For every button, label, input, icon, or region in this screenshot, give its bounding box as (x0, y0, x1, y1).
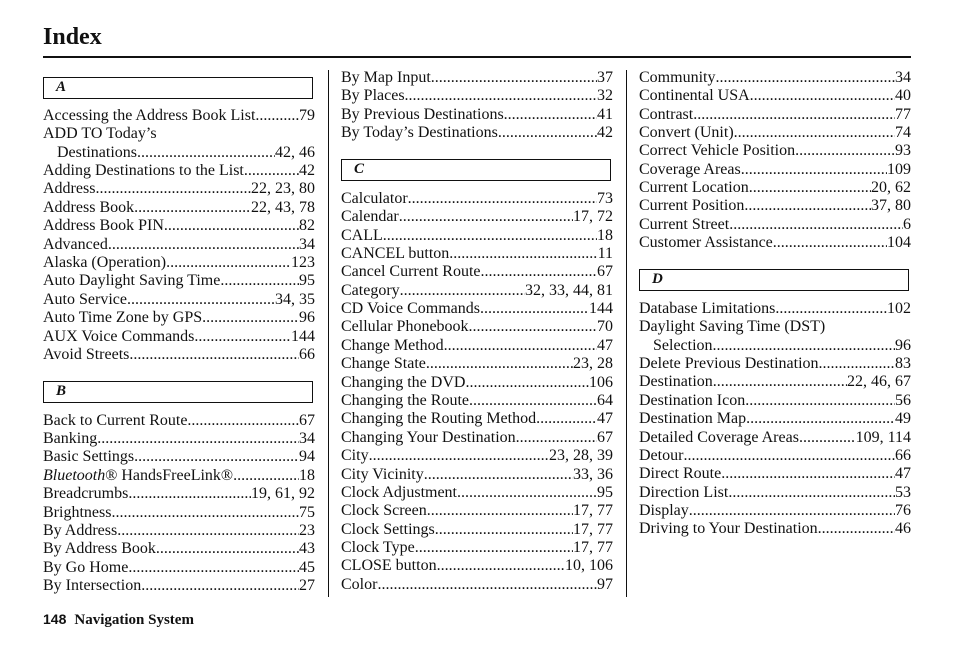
index-entry: Selection ..... 96 (639, 337, 911, 355)
index-entry: Clock Screen ..... 17, 77 (341, 502, 613, 520)
index-entry: Auto Time Zone by GPS ..... 96 (43, 309, 315, 327)
index-entry: Alaska (Operation) ..... 123 (43, 254, 315, 272)
index-entry: Basic Settings ..... 94 (43, 448, 315, 466)
index-entry: Change State ..... 23, 28 (341, 355, 613, 373)
index-entry: By Intersection ..... 27 (43, 577, 315, 595)
index-entry: By Today’s Destinations ..... 42 (341, 124, 613, 142)
column-divider (328, 70, 329, 597)
index-entry: By Previous Destinations ..... 41 (341, 106, 613, 124)
index-entry: Advanced ..... 34 (43, 236, 315, 254)
index-entry: Clock Type ..... 17, 77 (341, 539, 613, 557)
index-entry: Clock Settings ..... 17, 77 (341, 521, 613, 539)
index-entry: Destination ..... 22, 46, 67 (639, 373, 911, 391)
index-entry: CALL ..... 18 (341, 227, 613, 245)
title-rule (43, 56, 911, 58)
index-entry: City ..... 23, 28, 39 (341, 447, 613, 465)
index-entry: Auto Daylight Saving Time ..... 95 (43, 272, 315, 290)
index-entry: By Address Book ..... 43 (43, 540, 315, 558)
column-divider (626, 70, 627, 597)
index-entry: By Map Input ..... 37 (341, 69, 613, 87)
index-entry: Correct Vehicle Position ..... 93 (639, 142, 911, 160)
index-entry: Adding Destinations to the List ..... 42 (43, 162, 315, 180)
index-entry: Banking ..... 34 (43, 430, 315, 448)
index-entry: By Places ..... 32 (341, 87, 613, 105)
index-entry: Back to Current Route ..... 67 (43, 412, 315, 430)
index-entry: Calendar ..... 17, 72 (341, 208, 613, 226)
index-entry: Calculator ..... 73 (341, 190, 613, 208)
index-entry: Community ..... 34 (639, 69, 911, 87)
index-entry: Detailed Coverage Areas ..... 109, 114 (639, 429, 911, 447)
index-entry: Direct Route ..... 47 (639, 465, 911, 483)
index-entry: Cellular Phonebook ..... 70 (341, 318, 613, 336)
index-entry: Customer Assistance ..... 104 (639, 234, 911, 252)
index-entry: By Go Home ..... 45 (43, 559, 315, 577)
index-entry: Accessing the Address Book List ..... 79 (43, 107, 315, 125)
index-entry: Daylight Saving Time (DST) (639, 318, 826, 335)
index-entry: Destination Icon ..... 56 (639, 392, 911, 410)
section-header-d: D (639, 269, 909, 291)
index-entry: Detour ..... 66 (639, 447, 911, 465)
index-entry: Color ..... 97 (341, 576, 613, 594)
index-entry: Contrast ..... 77 (639, 106, 911, 124)
section-header-a: A (43, 77, 313, 99)
index-entry: By Address ..... 23 (43, 522, 315, 540)
index-entry: Delete Previous Destination ..... 83 (639, 355, 911, 373)
page-title: Index (43, 24, 102, 50)
page-footer (43, 611, 194, 629)
index-entry: Changing Your Destination ..... 67 (341, 429, 613, 447)
index-entry: Continental USA ..... 40 (639, 87, 911, 105)
index-entry: Current Position ..... 37, 80 (639, 197, 911, 215)
index-entry: Cancel Current Route ..... 67 (341, 263, 613, 281)
index-entry: Category ..... 32, 33, 44, 81 (341, 282, 613, 300)
page-number: 148 (43, 611, 67, 627)
index-entry: Destination Map ..... 49 (639, 410, 911, 428)
section-header-c: C (341, 159, 611, 181)
index-entry: Convert (Unit) ..... 74 (639, 124, 911, 142)
footer-title: Navigation System (74, 612, 194, 628)
section-header-b: B (43, 381, 313, 403)
index-entry: Change Method ..... 47 (341, 337, 613, 355)
index-entry: Current Street ..... 6 (639, 216, 911, 234)
index-entry: Database Limitations ..... 102 (639, 300, 911, 318)
index-entry: Current Location ..... 20, 62 (639, 179, 911, 197)
index-entry: Changing the DVD ..... 106 (341, 374, 613, 392)
index-entry: Destinations ..... 42, 46 (43, 144, 315, 162)
index-entry: Direction List ..... 53 (639, 484, 911, 502)
index-entry: Display ..... 76 (639, 502, 911, 520)
index-entry: Changing the Route ..... 64 (341, 392, 613, 410)
index-entry: Address Book ..... 22, 43, 78 (43, 199, 315, 217)
index-entry: CD Voice Commands ..... 144 (341, 300, 613, 318)
index-entry: City Vicinity ..... 33, 36 (341, 466, 613, 484)
index-entry: Avoid Streets ..... 66 (43, 346, 315, 364)
index-entry: Address Book PIN ..... 82 (43, 217, 315, 235)
index-entry: CANCEL button ..... 11 (341, 245, 613, 263)
index-entry: Clock Adjustment ..... 95 (341, 484, 613, 502)
index-entry: Auto Service ..... 34, 35 (43, 291, 315, 309)
index-entry: Coverage Areas ..... 109 (639, 161, 911, 179)
index-entry: Changing the Routing Method ..... 47 (341, 410, 613, 428)
index-entry: Bluetooth® HandsFreeLink® ..... 18 (43, 467, 315, 485)
index-entry: Address ..... 22, 23, 80 (43, 180, 315, 198)
index-entry: Brightness ..... 75 (43, 504, 315, 522)
index-entry: ADD TO Today’s (43, 125, 157, 142)
index-entry: CLOSE button ..... 10, 106 (341, 557, 613, 575)
index-entry: Breadcrumbs ..... 19, 61, 92 (43, 485, 315, 503)
index-entry: Driving to Your Destination ..... 46 (639, 520, 911, 538)
index-entry: AUX Voice Commands ..... 144 (43, 328, 315, 346)
